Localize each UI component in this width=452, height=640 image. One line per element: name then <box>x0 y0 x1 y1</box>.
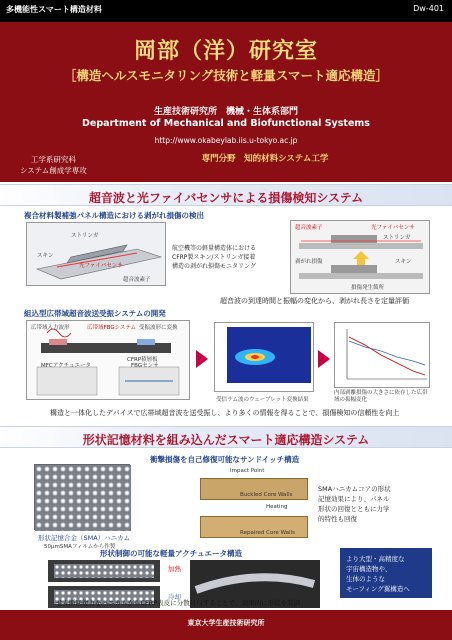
section2-sub1: 衝撃損傷を自己修復可能なサンドイッチ構造 <box>150 455 300 464</box>
faculty-line1: 工学系研究科 <box>30 155 76 164</box>
sandwich-desc-line3: 形状の回復とともに力学 <box>318 505 390 513</box>
wavelet-plot <box>214 322 314 392</box>
label-piezo-top: 超音波素子 <box>295 225 323 231</box>
label-sensing-stringer: ストリンガ <box>383 235 411 241</box>
sma-label: 形状記憶合金（SMA）ハニカム <box>38 534 131 542</box>
sandwich-desc-line1: SMAハニカムコアの形状 <box>318 485 391 493</box>
label-heat: Heating <box>266 504 288 510</box>
result-plot <box>334 322 430 388</box>
sub1-desc-line1: 航空機等の軽量構造体における <box>172 245 257 252</box>
specialty: 専門分野 知的材料システム工学 <box>201 154 329 164</box>
sandwich-description <box>318 484 436 524</box>
sub1-desc-line2: CFRP製スキン/ストリンガ接着 <box>172 254 256 261</box>
section1-banner <box>0 184 452 206</box>
device-diagram <box>26 320 190 400</box>
footer-text: 東京大学生産技術研究所 <box>187 619 265 627</box>
section1-sub2: 組込型広帯域超音波送受振システムの開発 <box>24 309 166 318</box>
flow-arrow-1 <box>196 350 208 368</box>
flow-arrow-2 <box>318 350 330 368</box>
sensing-diagram <box>290 220 430 294</box>
label-peel: 剥がれ損傷 <box>295 259 323 265</box>
result-svg <box>335 323 431 389</box>
label-mfc: MFCアクチュエータ <box>41 363 91 369</box>
label-stringer: ストリンガ <box>71 233 99 239</box>
section2-title: 形状記憶材料を組み込んだスマート適応構造システム <box>82 433 370 447</box>
sandwich-diagram <box>200 466 308 542</box>
sandwich-desc-line2: 記憶効果により、パネル <box>318 495 390 503</box>
label-fiber: 光ファイバセンサ <box>79 263 123 269</box>
sub2-caption: 構造と一体化したデバイスで広帯域超音波を送受振し、より多くの情報を得ることで、損傷検知の信頼性を向上 <box>50 409 400 417</box>
wavelet-svg <box>215 323 315 393</box>
department: Department of Mechanical and Biofunctional Systems <box>82 118 370 129</box>
label-buckled: Buckled Core Walls <box>240 492 293 498</box>
section2-sub2: 形状制御の可能な軽量アクチュエータ構造 <box>100 549 243 558</box>
actuator-photo-heated <box>48 560 160 582</box>
label-heating: 加熱 <box>168 565 181 573</box>
label-fiber-top: 光ファイバセンサ <box>371 225 415 231</box>
sma-honeycomb <box>34 464 130 530</box>
result-caption: 内部剥離損傷の大きさに依存した広帯域の振幅変化 <box>334 390 428 403</box>
honeycomb-pattern <box>35 465 131 531</box>
sub1-caption: 超音波の到達時間と振幅の変化から、剥がれ長さを定量評価 <box>220 297 409 305</box>
future-applications-box <box>340 548 432 598</box>
lab-url[interactable]: http://www.okabeylab.iis.u-tokyo.ac.jp <box>154 136 298 145</box>
label-piezo: 超音波素子 <box>123 277 151 283</box>
category-label: 多機能性スマート構造材料 <box>6 5 102 14</box>
top-bar <box>0 0 452 22</box>
future-line3: 生体のような <box>346 575 385 583</box>
label-fiber-in: 広帯域FBGシステム <box>87 325 137 331</box>
sub1-description <box>172 244 282 271</box>
poster-body <box>0 182 452 610</box>
sub1-desc-line3: 構造の剥がれ損傷モニタリング <box>172 263 256 270</box>
label-cfrp: CFRP積層板 <box>127 357 158 363</box>
section1-title: 超音波と光ファイバセンサによる損傷検知システム <box>88 191 364 205</box>
sandwich-desc-line4: 的特性も回復 <box>318 515 357 523</box>
section1-sub1: 複合材料製補強パネル構造における剥がれ損傷の検出 <box>24 211 204 220</box>
lab-subtitle: ［構造ヘルスモニタリング技術と軽量スマート適応構造］ <box>63 68 389 83</box>
actuator-honeycomb-heated <box>54 564 154 578</box>
label-receive: 受振波形に変換 <box>139 325 178 331</box>
label-fbg: FBGセンサ <box>131 363 159 369</box>
sma-note: 50μmSMAフィルムから作製 <box>44 544 116 550</box>
label-cooling: 冷却 <box>168 593 181 601</box>
label-impact: Impact Point <box>230 468 265 474</box>
future-line1: より大型・高精度な <box>346 555 405 563</box>
header <box>0 0 452 182</box>
faculty <box>20 154 87 176</box>
faculty-line2: システム創成学専攻 <box>20 166 87 175</box>
label-damage: 損傷発生箇所 <box>351 285 385 291</box>
section2-banner <box>0 426 452 448</box>
lab-title: 岡部（洋）研究室 <box>133 39 318 64</box>
wavelet-caption: 受信ラム波のウェーブレット変換結果 <box>216 397 309 403</box>
footer <box>0 610 452 640</box>
label-repaired: Repaired Core Walls <box>240 530 295 536</box>
label-sensing-skin: スキン <box>395 259 412 265</box>
label-skin: スキン <box>37 253 54 259</box>
panel-illustration <box>26 222 166 286</box>
future-line2: 宇宙構造物や、 <box>346 565 392 573</box>
sub2-caption-2: せん断回復力をハニカムからCFRP表皮に分散付与することで、効率的に形状を制御 <box>56 599 301 607</box>
label-input: 広帯域入力波形 <box>31 325 70 331</box>
institute: 生産技術研究所 機械・生体系部門 <box>153 107 298 117</box>
future-line4: モーフィング翼構造へ <box>346 585 410 593</box>
poster-code: Dw-401 <box>413 4 444 13</box>
